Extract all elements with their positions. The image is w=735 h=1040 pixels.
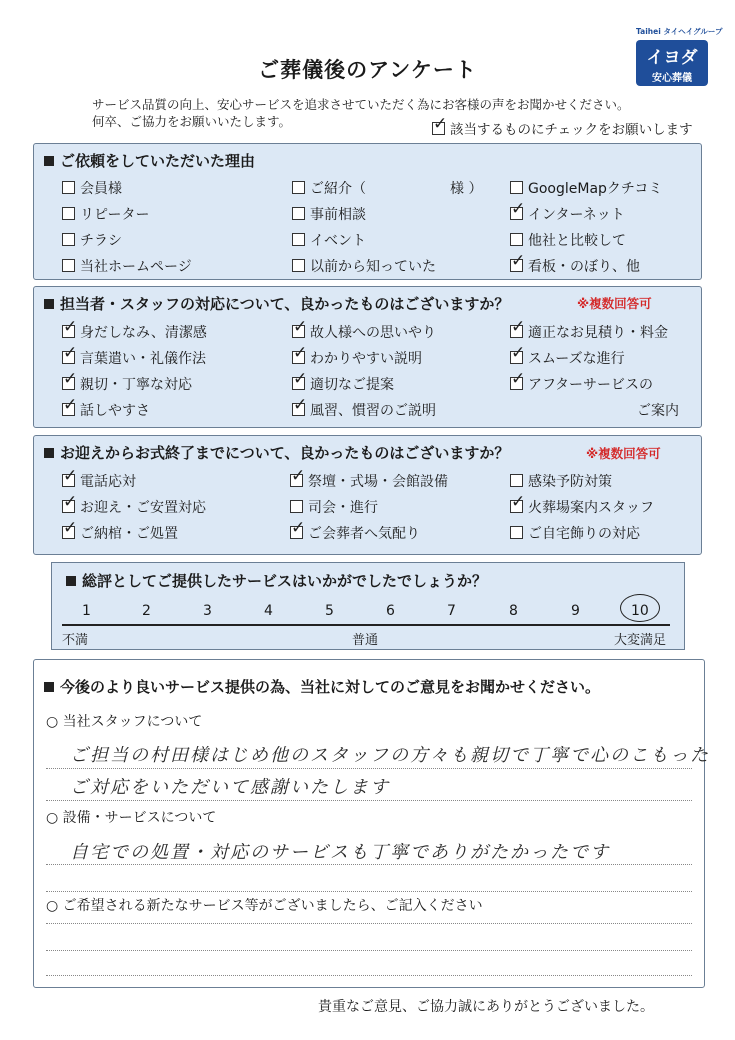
scale-7[interactable]: 7 [447,603,456,619]
checkbox-icon[interactable] [62,500,75,513]
scale-1[interactable]: 1 [82,603,91,619]
reason-signboard[interactable]: ✓ 看板・のぼり、他 [510,256,640,276]
brand-group: Taihei タイヘイグループ [636,27,723,36]
rating-heading: 総評としてご提供したサービスはいかがでしたでしょうか？ [66,570,487,591]
answer-line [46,864,692,865]
staff-estimate[interactable]: ✓ 適正なお見積り・料金 [510,322,668,342]
scale-4[interactable]: 4 [264,603,273,619]
reason-event[interactable]: イベント [292,230,366,250]
staff-compassion[interactable]: ✓ 故人様への思いやり [292,322,436,342]
answer-facilities-line1[interactable]: 自宅での処置・対応のサービスも丁寧でありがたかったです [70,842,610,863]
ceremony-attendees[interactable]: ✓ ご会葬者へ気配り [290,523,420,543]
staff-customs[interactable]: ✓ 風習、慣習のご説明 [292,400,436,420]
scale-line [62,624,670,626]
checkbox-icon[interactable] [62,403,75,416]
scale-9[interactable]: 9 [571,603,580,619]
reason-homepage[interactable]: 当社ホームページ [62,256,192,276]
checkbox-icon[interactable] [290,500,303,513]
ceremony-pickup[interactable]: ✓お迎え・ご安置対応 [62,497,206,517]
section-ceremony-heading: お迎えからお式終了までについて、良かったものはございますか？ [44,442,509,463]
ceremony-infection[interactable]: 感染予防対策 [510,471,612,491]
ceremony-crematorium[interactable]: ✓ 火葬場案内スタッフ [510,497,654,517]
checkbox-icon[interactable] [292,233,305,246]
intro-line-1: サービス品質の向上、安心サービスを追求させていただく為にお客様の声をお聞かせください。 [92,97,630,112]
checkbox-icon[interactable] [62,377,75,390]
square-bullet-icon [44,156,54,166]
checkbox-icon[interactable] [62,259,75,272]
square-bullet-icon [44,682,54,692]
label-unsatisfied: 不満 [62,633,89,648]
reason-referral[interactable]: ご紹介（ 様 ） [292,178,482,198]
checkbox-icon[interactable] [292,181,305,194]
checkbox-icon[interactable] [510,474,523,487]
staff-proposal[interactable]: ✓ 適切なご提案 [292,374,394,394]
reason-repeater[interactable]: リピーター [62,204,149,224]
checkbox-icon[interactable] [510,233,523,246]
checkbox-icon[interactable] [62,325,75,338]
checkbox-icon[interactable] [292,325,305,338]
multi-answer-note: ※複数回答可 [577,296,652,311]
checkbox-icon[interactable] [62,233,75,246]
staff-smooth[interactable]: ✓ スムーズな進行 [510,348,625,368]
ceremony-phone[interactable]: ✓電話応対 [62,471,136,491]
answer-line [46,923,692,924]
ceremony-facilities[interactable]: ✓ 祭壇・式場・会館設備 [290,471,448,491]
ceremony-encoffining[interactable]: ✓ご納棺・ご処置 [62,523,178,543]
label-very-satisfied: 大変満足 [614,633,667,648]
selected-rating-circle [620,594,660,622]
staff-explanation[interactable]: ✓ わかりやすい説明 [292,348,422,368]
checkbox-icon[interactable] [510,207,523,220]
staff-manners[interactable]: ✓言葉遣い・礼儀作法 [62,348,206,368]
brand-name: イヨダ [646,48,698,68]
checkbox-icon[interactable] [62,207,75,220]
checkbox-icon[interactable] [510,377,523,390]
check-instruction-text: 該当するものにチェックをお願いします [450,122,693,138]
checkbox-icon [432,122,445,135]
checkbox-icon[interactable] [510,500,523,513]
checkbox-icon[interactable] [292,351,305,364]
page-title: ご葬儀後のアンケート [258,58,477,82]
checkbox-icon[interactable] [510,259,523,272]
section-staff-heading: 担当者・スタッフの対応について、良かったものはございますか？ [44,293,509,314]
question-new-services: ○ ご希望される新たなサービス等がございましたら、ご記入ください [46,898,483,914]
checkbox-icon[interactable] [510,181,523,194]
scale-2[interactable]: 2 [142,603,151,619]
staff-aftercare-continued: ご案内 [637,403,679,419]
label-normal: 普通 [352,633,379,648]
footer-thanks: 貴重なご意見、ご協力誠にありがとうございました。 [318,999,654,1015]
reason-member[interactable]: 会員様 [62,178,122,198]
check-instruction [432,118,693,138]
staff-aftercare[interactable]: ✓ アフターサービスの [510,374,653,394]
checkbox-icon[interactable] [292,259,305,272]
checkbox-icon[interactable] [510,325,523,338]
answer-line [46,800,692,801]
ceremony-mc[interactable]: 司会・進行 [290,497,378,517]
staff-kindness[interactable]: ✓親切・丁寧な対応 [62,374,192,394]
scale-10[interactable]: 10 [631,603,649,619]
checkbox-icon[interactable] [510,526,523,539]
checkbox-icon[interactable] [62,351,75,364]
answer-staff-line1[interactable]: ご担当の村田様はじめ他のスタッフの方々も親切で丁寧で心のこもった [70,745,710,766]
checkbox-icon[interactable] [290,526,303,539]
brand-tagline: 安心葬儀 [652,73,692,84]
reason-known[interactable]: 以前から知っていた [292,256,436,276]
staff-appearance[interactable]: ✓身だしなみ、清潔感 [62,322,207,342]
feedback-heading: 今後のより良いサービス提供の為、当社に対してのご意見をお聞かせください。 [44,676,600,697]
checkbox-icon[interactable] [292,403,305,416]
checkbox-icon[interactable] [62,526,75,539]
reason-compared[interactable]: 他社と比較して [510,230,626,250]
question-facilities: ○ 設備・サービスについて [46,810,217,826]
square-bullet-icon [44,299,54,309]
checkbox-icon[interactable] [292,377,305,390]
scale-5[interactable]: 5 [325,603,334,619]
checkbox-icon[interactable] [292,207,305,220]
brand-logo [636,40,708,86]
section-reasons-heading: ご依頼をしていただいた理由 [44,150,255,171]
answer-staff-line2[interactable]: ご対応をいただいて感謝いたします [70,777,390,798]
reason-flyer[interactable]: チラシ [62,230,122,250]
reason-internet[interactable]: ✓ インターネット [510,204,625,224]
checkbox-icon[interactable] [62,474,75,487]
square-bullet-icon [66,576,76,586]
scale-8[interactable]: 8 [509,603,518,619]
scale-3[interactable]: 3 [203,603,212,619]
answer-line [46,950,692,951]
checkbox-icon[interactable] [510,351,523,364]
multi-answer-note: ※複数回答可 [586,446,661,461]
answer-line [46,891,692,892]
answer-line [46,975,692,976]
square-bullet-icon [44,448,54,458]
checkbox-icon[interactable] [62,181,75,194]
question-staff: ○ 当社スタッフについて [46,714,203,730]
staff-approachable[interactable]: ✓話しやすさ [62,400,150,420]
ceremony-home-decoration[interactable]: ご自宅飾りの対応 [510,523,640,543]
reason-googlemap[interactable]: GoogleMapクチコミ [510,178,662,198]
reason-consultation[interactable]: 事前相談 [292,204,366,224]
answer-line [46,768,692,769]
intro-line-2: 何卒、ご協力をお願いいたします。 [92,114,292,129]
checkbox-icon[interactable] [290,474,303,487]
scale-6[interactable]: 6 [386,603,395,619]
